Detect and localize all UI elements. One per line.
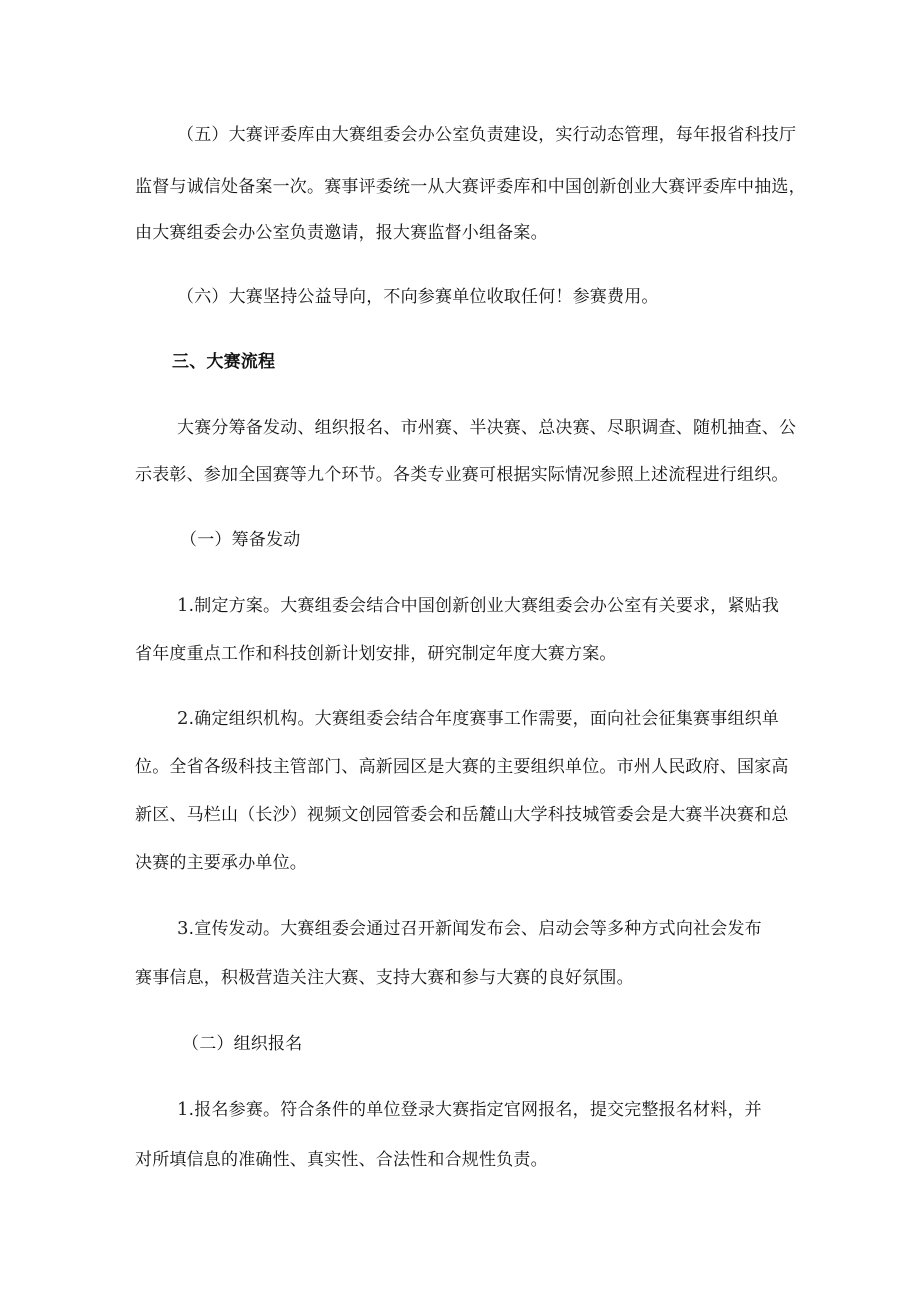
item-1-1-line-2: 省年度重点工作和科技创新计划安排，研究制定年度大赛方案。 — [135, 644, 617, 664]
item-text: .报名参赛。符合条件的单位登录大赛指定官网报名，提交完整报名材料，并 — [188, 1100, 762, 1120]
item-1-2-line-3: 新区、马栏山（长沙）视频文创园管委会和岳麓山大学科技城管委会是大赛半决赛和总 — [135, 805, 789, 825]
item-2-1-line-1 — [177, 1099, 762, 1121]
subsection-1-heading: （一）筹备发动 — [180, 530, 301, 550]
item-1-3-line-1 — [177, 918, 762, 940]
item-1-1-line-1 — [177, 595, 779, 617]
paragraph-5-line-2: 监督与诚信处备案一次。赛事评委统一从大赛评委库和中国创新创业大赛评委库中抽选， — [135, 177, 806, 197]
item-number: 1 — [177, 595, 189, 616]
section-3-heading: 三、大赛流程 — [172, 352, 276, 372]
item-number: 2 — [177, 708, 189, 729]
item-number: 1 — [177, 1099, 189, 1120]
item-1-3-line-2: 赛事信息，积极营造关注大赛、支持大赛和参与大赛的良好氛围。 — [135, 968, 634, 988]
paragraph-5-line-1: （五）大赛评委库由大赛组委会办公室负责建设，实行动态管理，每年报省科技厅 — [177, 125, 797, 145]
item-1-2-line-1 — [177, 708, 779, 730]
item-number: 3 — [177, 918, 189, 939]
item-text: .确定组织机构。大赛组委会结合年度赛事工作需要，面向社会征集赛事组织单 — [188, 709, 780, 729]
item-text: .宣传发动。大赛组委会通过召开新闻发布会、启动会等多种方式向社会发布 — [188, 919, 762, 939]
paragraph-5-line-3: 由大赛组委会办公室负责邀请，报大赛监督小组备案。 — [135, 223, 548, 243]
section-3-intro-line-1: 大赛分筹备发动、组织报名、市州赛、半决赛、总决赛、尽职调查、随机抽查、公 — [177, 418, 797, 438]
item-1-2-line-2: 位。全省各级科技主管部门、高新园区是大赛的主要组织单位。市州人民政府、国家高 — [135, 757, 789, 777]
section-3-intro-line-2: 示表彰、参加全国赛等九个环节。各类专业赛可根据实际情况参照上述流程进行组织。 — [135, 465, 789, 485]
item-2-1-line-2: 对所填信息的准确性、真实性、合法性和合规性负责。 — [135, 1150, 548, 1170]
subsection-2-heading: （二）组织报名 — [182, 1034, 303, 1054]
item-1-2-line-4: 决赛的主要承办单位。 — [135, 853, 307, 873]
item-text: .制定方案。大赛组委会结合中国创新创业大赛组委会办公室有关要求，紧贴我 — [188, 596, 780, 616]
paragraph-6-line-1: （六）大赛坚持公益导向，不向参赛单位收取任何！参赛费用。 — [177, 287, 659, 307]
